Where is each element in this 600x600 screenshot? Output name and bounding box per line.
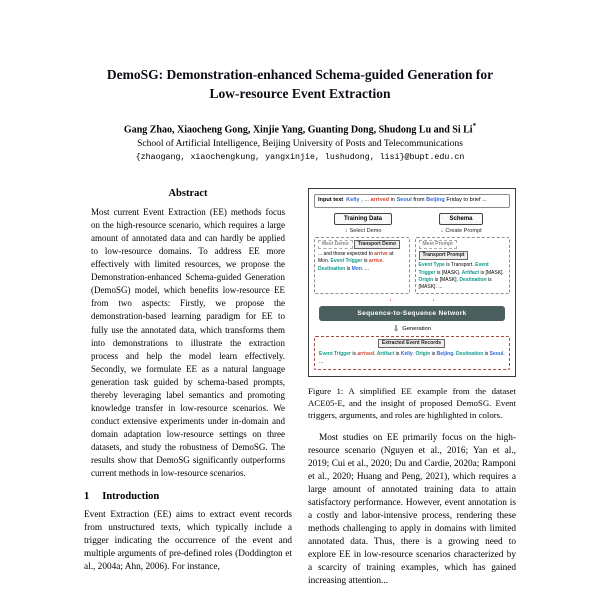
figure-source-row xyxy=(314,213,510,225)
generation-arrow-icon: ⇩ xyxy=(393,323,400,333)
training-data-half xyxy=(314,213,412,225)
generation-label: Generation xyxy=(402,325,431,332)
meet-demo-chip: Meet Demo xyxy=(318,240,353,249)
transport-prompt-chip: Transport Prompt xyxy=(419,251,469,260)
convergence-arrows xyxy=(314,297,510,304)
create-prompt-label: Create Prompt xyxy=(445,227,482,234)
figure-input-sentence xyxy=(314,194,510,208)
author-footnote-mark: * xyxy=(472,121,477,130)
right-column xyxy=(308,188,516,588)
body-paragraph: Most studies on EE primarily focus on the high-resource scenario (Nguyen et al., 2016; Yan et al., 2019; Cui et al., 2020; Du and Cardie, 2020a; Ramponi et al., 2020; Huang and Peng, 2021), which requires a large amount of annotated training data to attain satisfactory performance. However, event annotation is a costly and labor-intensive process, rendering these methods challenging to apply in domains with limited annotated data. Thus, there is a growing need to explore EE in low-resource scenarios characterized by a scarcity of training examples, which has gained increasing attention... xyxy=(308,433,516,587)
abstract-text: Most current Event Extraction (EE) methods focus on the high-resource scenario, which requires a large amount of annotated data and can hardly be applied to low-resource domains. To address EE more effectively with limited resources, we propose the Demonstration-enhanced Schema-guided Generation (DemoSG) model, which benefits low-resource EE from two aspects: Firstly, we propose the demonstration-based learning paradigm for EE to fully use the annotated data, which transforms them into demonstrations to illustrate the extraction process and help the model learn effectively. Secondly, we formulate EE as a natural language generation task guided by schema-based prompts, thereby leveraging label semantics and promoting knowledge transfer in low-resource scenarios. We conduct extensive experiments under in-domain and domain adaptation low-resource settings on three datasets, and study the robustness of DemoSG. The results show that DemoSG significantly outperforms current methods in low-resource scenarios. xyxy=(91,207,285,479)
red-down-arrow-icon: ↓ xyxy=(431,296,436,304)
input-sentence: Kelly , ... arrived in Seoul from Beijing Friday to brief ... xyxy=(346,197,487,204)
abstract-heading: Abstract xyxy=(168,188,208,200)
schema-node: Schema xyxy=(439,213,482,225)
figure-1 xyxy=(308,188,516,377)
select-demo-step xyxy=(314,228,412,234)
down-arrow-icon: ↓ xyxy=(440,227,444,234)
records-header xyxy=(319,339,505,351)
select-demo-label: Select Demo xyxy=(349,227,382,234)
two-column-body xyxy=(84,188,516,588)
affiliation-line: School of Artificial Intelligence, Beijing University of Posts and Telecommunications xyxy=(137,139,463,150)
input-text-label: Input text xyxy=(318,197,344,204)
demo-prompt-row xyxy=(314,237,510,295)
prompt-box xyxy=(415,237,511,295)
authors-line xyxy=(84,122,516,135)
meet-prompt-chip: Meet Prompt xyxy=(419,240,457,249)
emails-line: {zhaogang, xiaochengkung, yangxinjie, lushudong, lisi}@bupt.edu.cn xyxy=(135,153,465,163)
transport-demo-chip: Transport Demo xyxy=(354,240,400,249)
red-down-arrow-icon: ↓ xyxy=(388,296,393,304)
schema-half xyxy=(412,213,510,225)
prompt-text: Event Type is Transport. Event Trigger is [MASK]. Artifact is [MASK]. Origin is [MASK]. Destination is [MASK]. ... xyxy=(418,262,504,291)
section-title: Introduction xyxy=(102,491,160,503)
generation-step xyxy=(314,324,510,333)
authors-text: Gang Zhao, Xiaocheng Gong, Xinjie Yang, Guanting Dong, Shudong Lu and Si Li xyxy=(123,124,473,136)
figure-arrow-row xyxy=(314,228,510,234)
down-arrow-icon: ↓ xyxy=(344,227,348,234)
demonstration-text: ... and those expected to arrive at Mon. Event Trigger is arrive. Destination is Mon. ... xyxy=(318,251,394,272)
training-data-node: Training Data xyxy=(334,213,392,225)
demonstration-box xyxy=(314,237,410,295)
left-column xyxy=(84,188,292,588)
records-header-chip: Extracted Event Records xyxy=(378,339,445,349)
paper-title: DemoSG: Demonstration-enhanced Schema-guided Generation for Low-resource Event Extraction xyxy=(106,67,494,101)
extracted-records-box xyxy=(314,336,510,370)
seq2seq-network-bar: Sequence-to-Sequence Network xyxy=(319,306,505,321)
section-number: 1 xyxy=(84,491,90,503)
introduction-text: Event Extraction (EE) aims to extract event records from unstructured texts, which typically include a trigger indicating the occurrence of the event and multiple arguments of pre-defined roles (Doddington et al., 2004a; Ahn, 2006). For instance, xyxy=(84,510,292,573)
figure-caption: Figure 1: A simplified EE example from the dataset ACE05-E, and the insight of proposed DemoSG. Event triggers, arguments, and roles are highlighted in colors. xyxy=(308,385,516,421)
introduction-heading xyxy=(84,491,292,502)
records-text: Event Trigger is arrived. Artifact is Kelly. Origin is Beijing. Destination is Seoul. ... xyxy=(319,351,505,365)
create-prompt-step xyxy=(412,228,510,234)
